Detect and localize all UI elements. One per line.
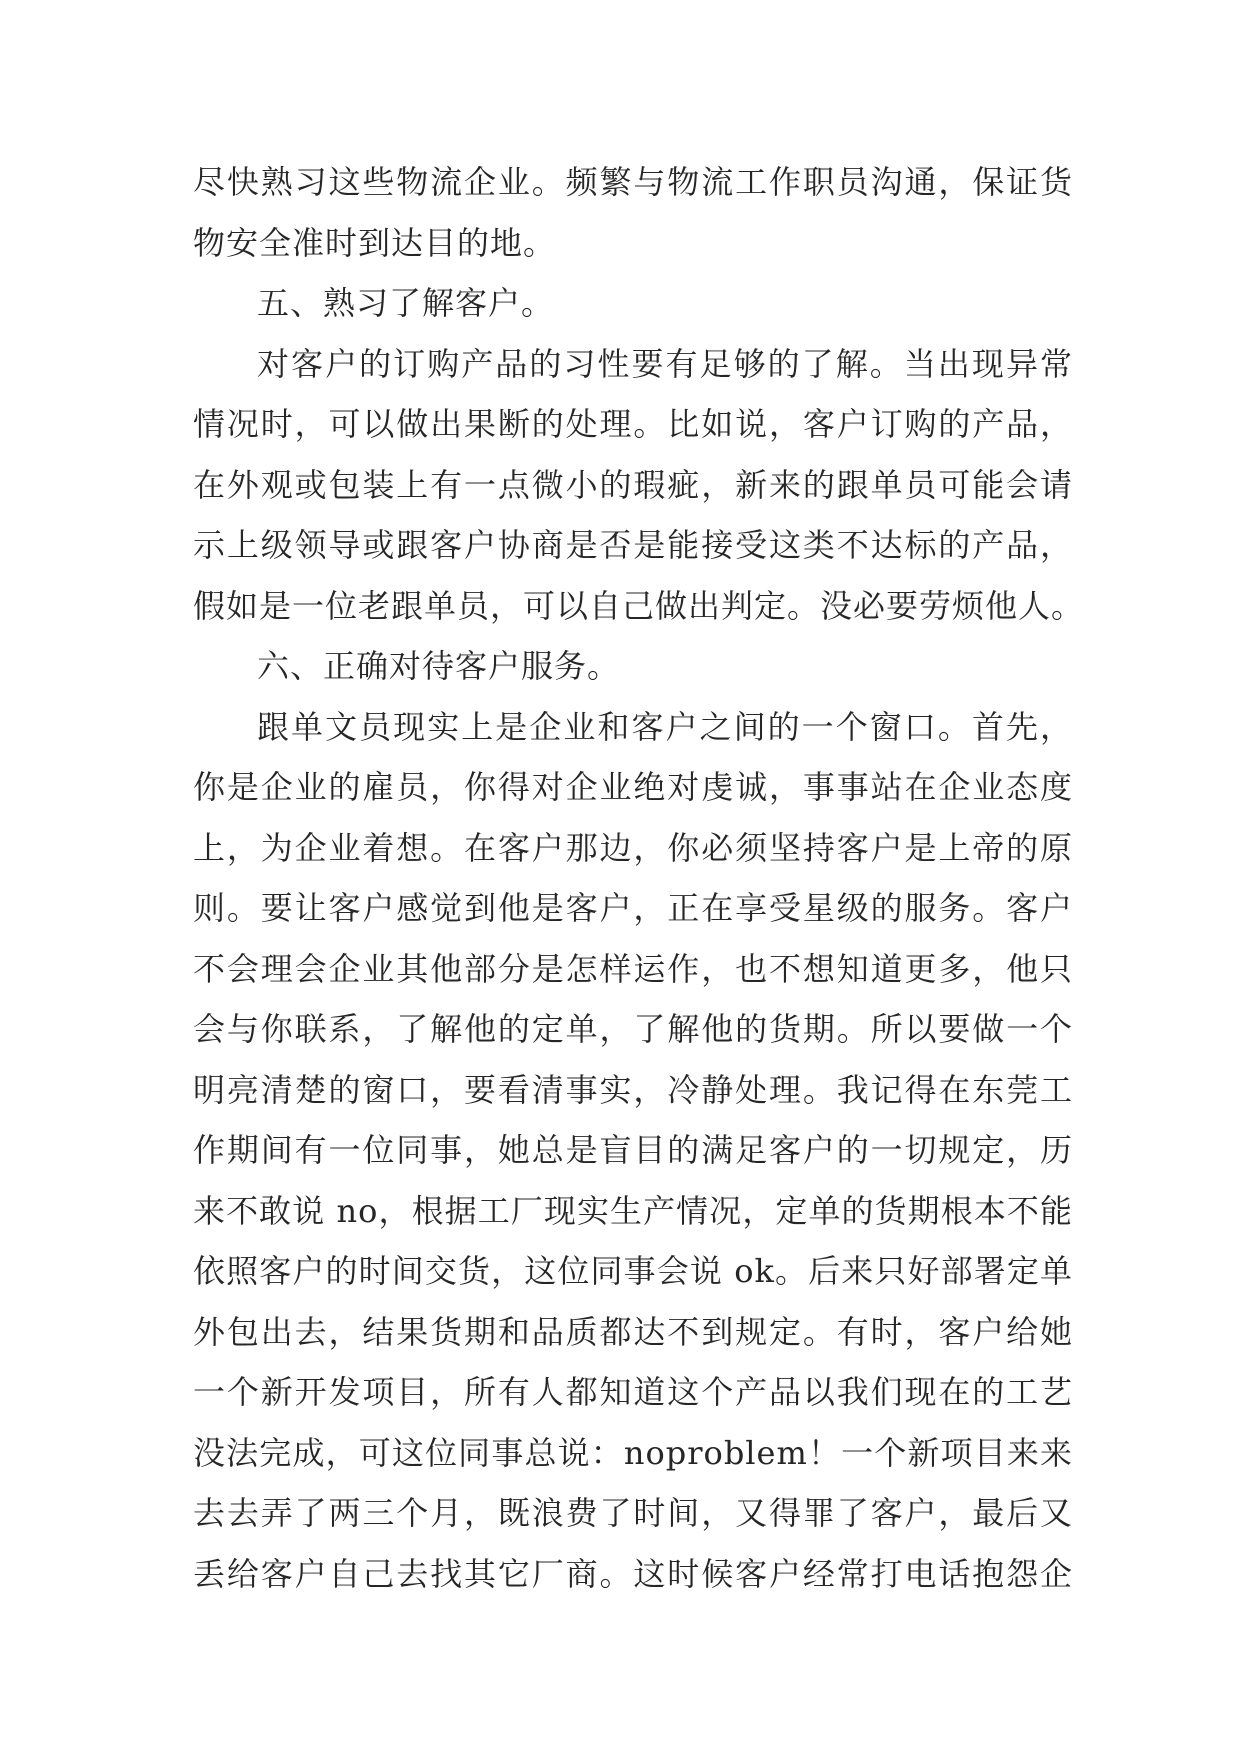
text-line: 在外观或包装上有一点微小的瑕疵，新来的跟单员可能会请 xyxy=(193,465,1073,504)
text-line: 去去弄了两三个月，既浪费了时间，又得罪了客户，最后又 xyxy=(193,1494,1073,1532)
text-line: 来不敢说 no，根据工厂现实生产情况，定单的货期根本不能 xyxy=(193,1191,1073,1230)
text-line: 不会理会企业其他部分是怎样运作，也不想知道更多，他只 xyxy=(193,949,1073,988)
text-line: 一个新开发项目，所有人都知道这个产品以我们现在的工艺 xyxy=(193,1373,1073,1411)
paragraph-first-line: 对客户的订购产品的习性要有足够的了解。当出现异常 xyxy=(257,344,1073,383)
section-heading: 六、正确对待客户服务。 xyxy=(257,647,621,685)
text-line: 丢给客户自己去找其它厂商。这时候客户经常打电话抱怨企 xyxy=(193,1554,1073,1593)
text-line: 示上级领导或跟客户协商是否是能接受这类不达标的产品， xyxy=(193,526,1073,564)
text-line: 情况时，可以做出果断的处理。比如说，客户订购的产品， xyxy=(193,405,1073,443)
text-line: 没法完成，可这位同事总说：noproblem！一个新项目来来 xyxy=(193,1433,1073,1472)
text-line: 明亮清楚的窗口，要看清事实，冷静处理。我记得在东莞工 xyxy=(193,1070,1073,1109)
text-line: 依照客户的时间交货，这位同事会说 ok。后来只好部署定单 xyxy=(193,1252,1073,1290)
paragraph-first-line: 跟单文员现实上是企业和客户之间的一个窗口。首先， xyxy=(257,707,1073,746)
text-line: 会与你联系，了解他的定单，了解他的货期。所以要做一个 xyxy=(193,1010,1073,1048)
text-line: 外包出去，结果货期和品质都达不到规定。有时，客户给她 xyxy=(193,1312,1073,1351)
document-body xyxy=(193,152,1085,1604)
text-line: 假如是一位老跟单员，可以自己做出判定。没必要劳烦他人。 xyxy=(193,586,1085,625)
section-heading: 五、熟习了解客户。 xyxy=(257,284,555,322)
text-line: 你是企业的雇员，你得对企业绝对虔诚，事事站在企业态度 xyxy=(193,768,1073,806)
text-line: 物安全准时到达目的地。 xyxy=(193,223,557,262)
text-line: 则。要让客户感觉到他是客户，正在享受星级的服务。客户 xyxy=(193,889,1073,927)
text-line: 上，为企业着想。在客户那边，你必须坚持客户是上帝的原 xyxy=(193,828,1073,867)
text-line: 作期间有一位同事，她总是盲目的满足客户的一切规定，历 xyxy=(193,1131,1073,1169)
text-line: 尽快熟习这些物流企业。频繁与物流工作职员沟通，保证货 xyxy=(193,163,1073,201)
